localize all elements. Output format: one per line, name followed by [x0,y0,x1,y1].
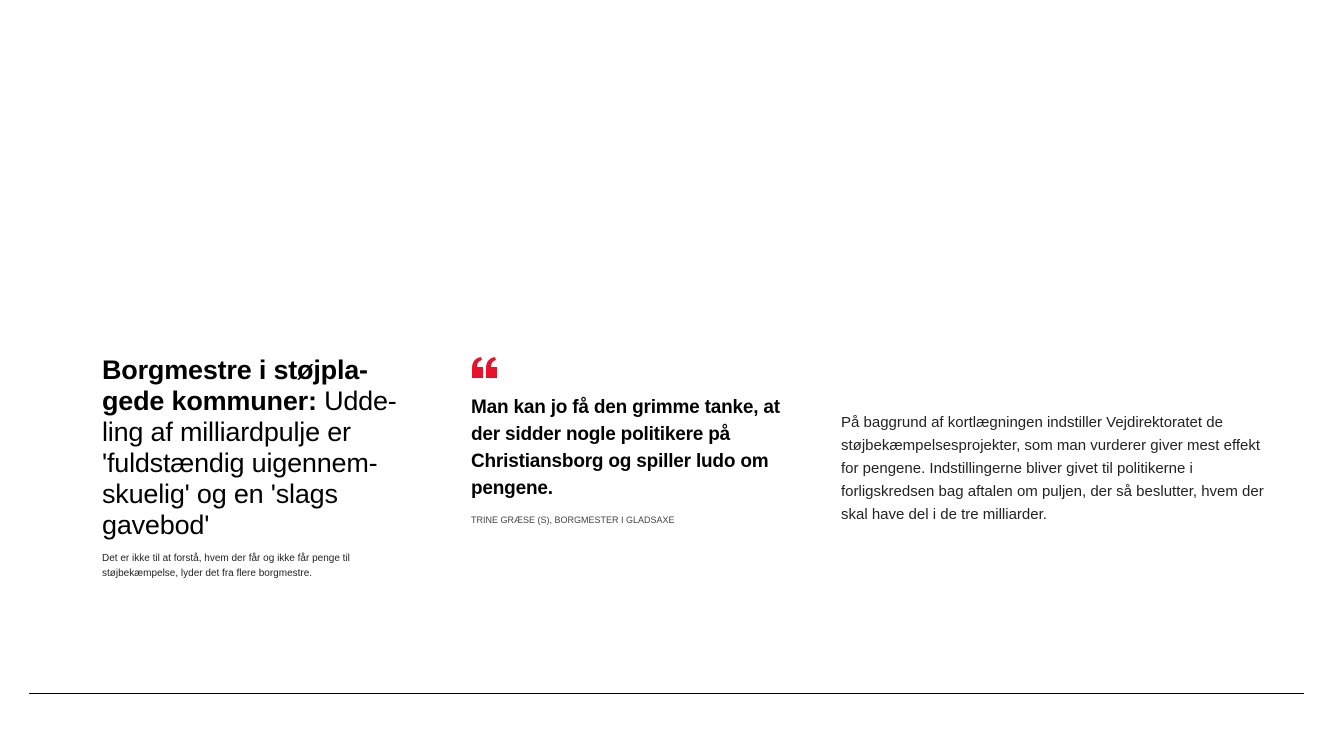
headline [102,355,422,541]
quote-icon-right [486,357,497,378]
quote-icon-left [472,357,483,378]
body-paragraph: På baggrund af kortlægningen indstiller Vejdirektoratet de støjbekæmpelsesprojekter, som man vurderer giver mest effekt for pengene. Indstillingerne bliver givet til politikerne i forligskredsen bag aftalen om puljen, der så beslutter, hvem der skal have del i de tre milliarder. [841,414,1264,523]
headline-bold: Borgmestre i støjpla-gede kommuner: [102,355,368,416]
quote-source: TRINE GRÆSE (S), BORGMESTER I GLADSAXE [471,515,675,525]
quote-icon [471,356,499,380]
headline-subtext: Det er ikke til at forstå, hvem der får og ikke får penge til støjbekæmpelse, lyder det fra flere borgmestre. [102,553,350,579]
pull-quote [471,356,811,526]
headline-rest: Udde-ling af milliardpulje er 'fuldstændig uigennem-skuelig' og en 'slags gavebod' [102,386,397,540]
divider-line [29,693,1304,694]
headline-column [102,355,422,581]
body-column [841,411,1281,526]
quote-text: Man kan jo få den grimme tanke, at der sidder nogle politikere på Christiansborg og spiller ludo om pengene. [471,397,780,499]
